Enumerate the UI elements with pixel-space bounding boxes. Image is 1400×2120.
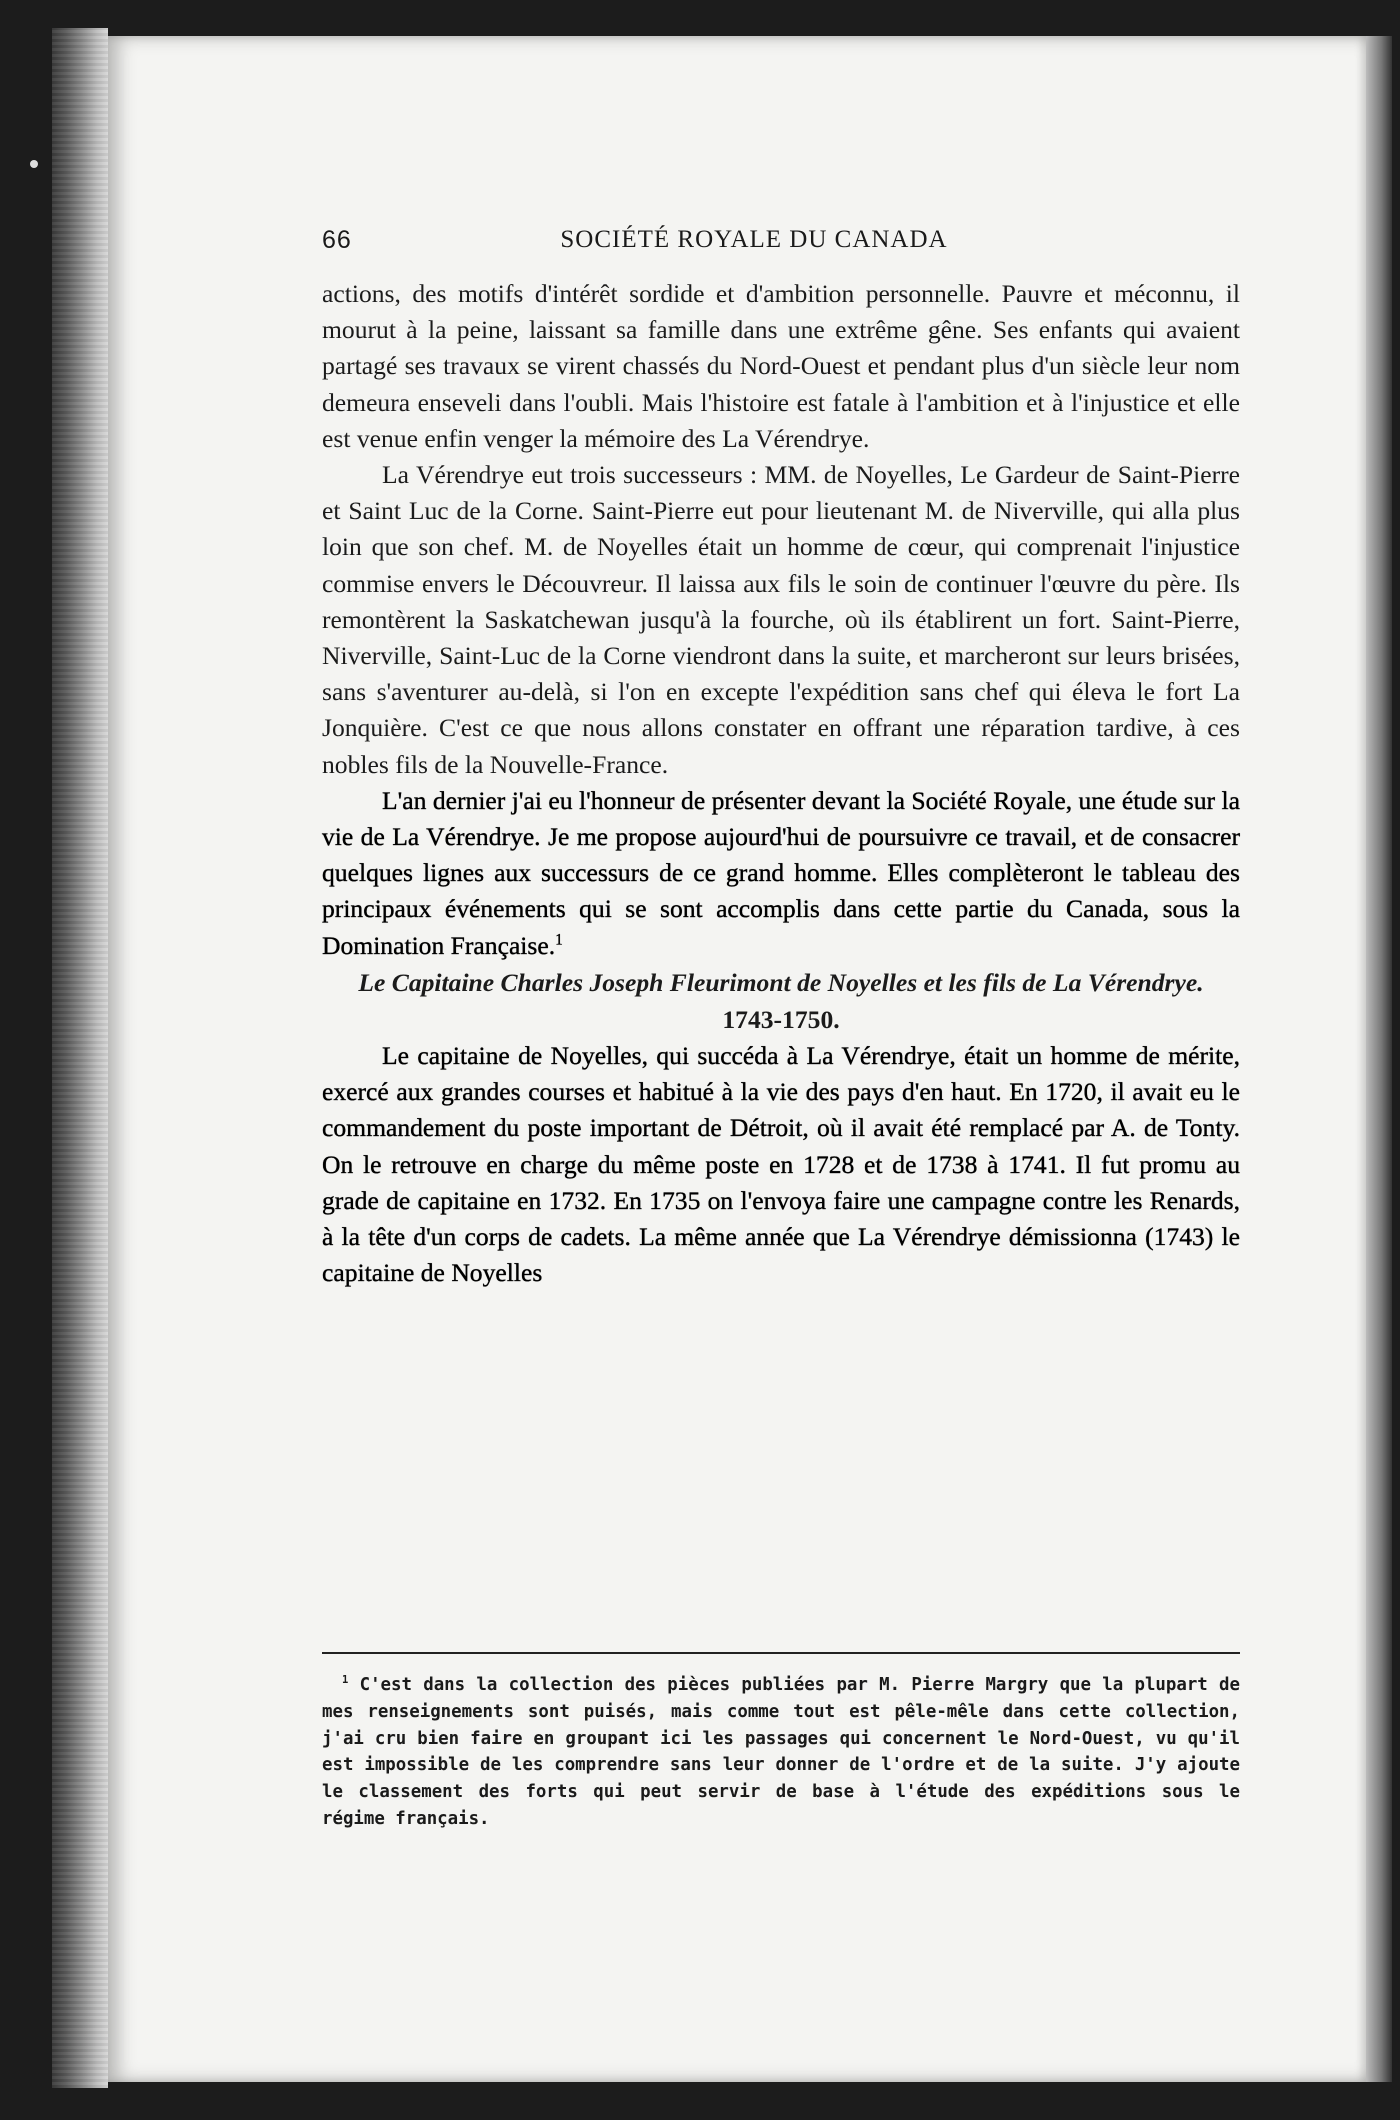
footnote-text: C'est dans la collection des pièces publiées par M. Pierre Margry que la plupart de mes renseignements sont puisés, mais comme tout est pêle-mêle dans cette collection, j'ai cru bien faire en groupant ici les passages qui concernent le Nord-Ouest, vu qu'il est impossible de les comprendre sans leur donner de l'ordre et de la suite. J'y ajoute le classement des forts qui peut servir de base à l'étude des expéditions sous le régime français.: [322, 1675, 1240, 1829]
page-edge: [1366, 36, 1392, 2082]
scan-speck: [30, 160, 38, 168]
footnote-marker: 1: [342, 1674, 349, 1687]
footnote-reference: 1: [555, 931, 563, 949]
page-body: [322, 276, 1240, 1291]
paragraph-successors: La Vérendrye eut trois successeurs : MM. de Noyelles, Le Gardeur de Saint-Pierre et Saint Luc de la Corne. Saint-Pierre eut pour lieutenant M. de Niverville, qui alla plus loin que son chef. M. de Noyelles était un homme de cœur, qui comprenait l'injustice commise envers le Découvreur. Il laissa aux fils le soin de continuer l'œuvre du père. Ils remontèrent la Saskatchewan jusqu'à la fourche, où ils établirent un fort. Saint-Pierre, Niverville, Saint-Luc de la Corne viendront dans la suite, et marcheront sur leurs brisées, sans s'aventurer au-delà, si l'on en excepte l'expédition sans chef qui éleva le fort La Jonquière. C'est ce que nous allons constater en offrant une réparation tardive, à ces nobles fils de la Nouvelle-France.: [322, 460, 1240, 779]
page-number: 66: [322, 226, 352, 254]
paragraph-intro-text: L'an dernier j'ai eu l'honneur de présenter devant la Société Royale, une étude sur la vie de La Vérendrye. Je me propose aujourd'hui de poursuivre ce travail, et de consacrer quelques lignes aux successurs de ce grand homme. Elles complèteront le tableau des principaux événements qui se sont accomplis dans cette partie du Canada, sous la Domination Française.: [322, 785, 1240, 960]
book-binding: [52, 28, 108, 2088]
section-title: Le Capitaine Charles Joseph Fleurimont de Noyelles et les fils de La Vérendrye.: [358, 967, 1204, 997]
paragraph-intro: [322, 783, 1240, 964]
running-title: SOCIÉTÉ ROYALE DU CANADA: [560, 226, 948, 253]
section-paragraph: Le capitaine de Noyelles, qui succéda à La Vérendrye, était un homme de mérite, exercé aux grandes courses et habitué à la vie des pays d'en haut. En 1720, il avait eu le commandement du poste important de Détroit, où il avait été remplacé par A. de Tonty. On le retrouve en charge du même poste en 1728 et de 1738 à 1741. Il fut promu au grade de capitaine en 1732. En 1735 on l'envoya faire une campagne contre les Renards, à la tête d'un corps de cadets. La même année que La Vérendrye démissionna (1743) le capitaine de Noyelles: [322, 1041, 1240, 1288]
running-head: [214, 226, 1234, 266]
section-dates: 1743-1750.: [722, 1004, 840, 1034]
paragraph-continued: actions, des motifs d'intérêt sordide et d'ambition personnelle. Pauvre et méconnu, il mourut à la peine, laissant sa famille dans une extrême gêne. Ses enfants qui avaient partagé ses travaux se virent chassés du Nord-Ouest et pendant plus d'un siècle leur nom demeura enseveli dans l'oubli. Mais l'histoire est fatale à l'ambition et à l'injustice et elle est venue enfin venger la mémoire des La Vérendrye.: [322, 279, 1240, 453]
footnote-rule: [322, 1652, 1240, 1654]
footnote: [322, 1672, 1240, 1833]
